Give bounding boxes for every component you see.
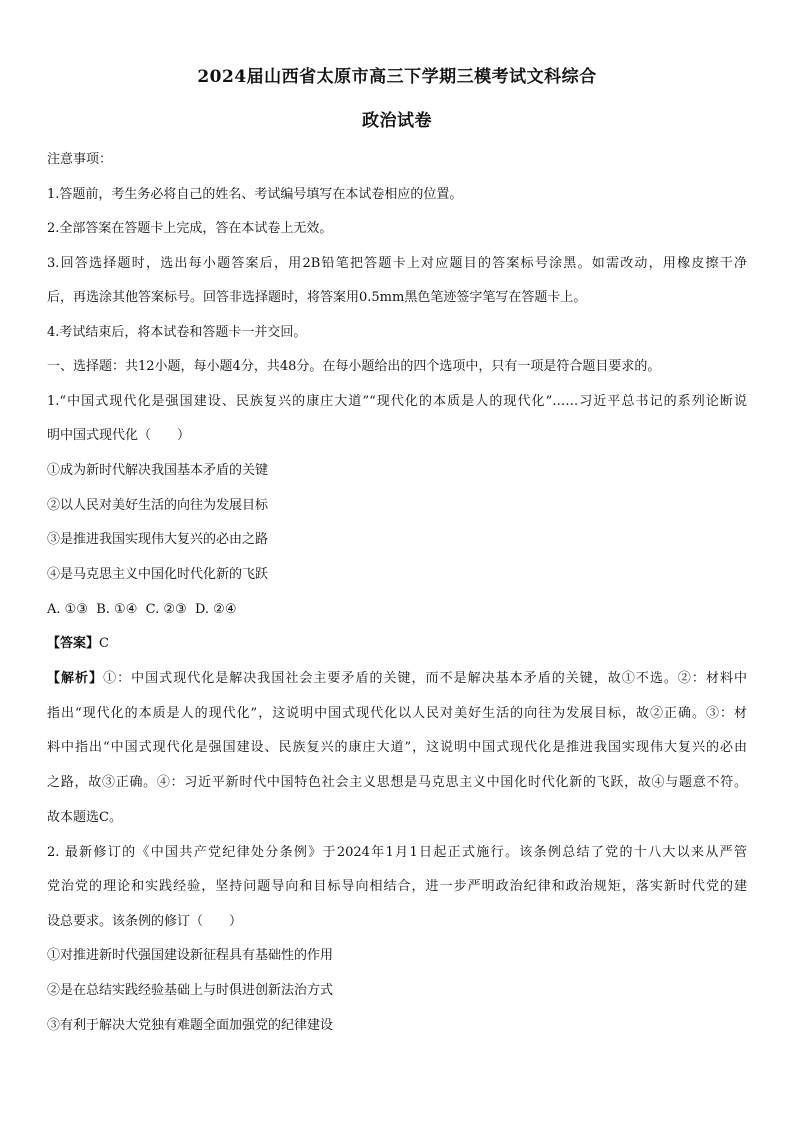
question-1-option: ②以人民对美好生活的向往为发展目标 — [47, 498, 269, 513]
question-2-stem: 2. 最新修订的《中国共产党纪律处分条例》于2024年1月1日起正式施行。该条例总结了党的十八大以来从严管 — [47, 845, 747, 860]
question-1-analysis-line: 料中指出“中国式现代化是强国建设、民族复兴的康庄大道”，这说明中国式现代化是推进我国实现伟大复兴的必由 — [47, 740, 747, 755]
question-2-stem-continuation: 设总要求。该条例的修订（ ） — [47, 914, 243, 929]
question-2-option: ③有利于解决大党独有难题全面加强党的纪律建设 — [47, 1018, 334, 1033]
question-1-option: ③是推进我国实现伟大复兴的必由之路 — [47, 532, 269, 547]
question-1-analysis-line: 故本题选C。 — [47, 810, 122, 825]
question-1-answer — [47, 634, 109, 654]
question-1-choices: A. ①③ B. ①④ C. ②③ D. ②④ — [47, 602, 237, 617]
question-2-option: ①对推进新时代强国建设新征程具有基础性的作用 — [47, 948, 334, 963]
notice-item-continuation: 后，再选涂其他答案标号。回答非选择题时，将答案用0.5mm黑色笔迹签字笔写在答题卡上。 — [47, 290, 587, 305]
question-1-stem: 1.“中国式现代化是强国建设、民族复兴的康庄大道”“现代化的本质是人的现代化”……习近平总书记的系列论断说 — [47, 394, 747, 409]
question-1-analysis-line: 指出“现代化的本质是人的现代化”，这说明中国式现代化以人民对美好生活的向往为发展目标，故②正确。③：材 — [47, 706, 747, 721]
document-subtitle: 政治试卷 — [362, 111, 432, 131]
answer-value: C — [99, 636, 109, 651]
question-2-option: ②是在总结实践经验基础上与时俱进创新法治方式 — [47, 983, 334, 998]
question-1-analysis — [47, 669, 747, 689]
notice-item: 2.全部答案在答题卡上完成，答在本试卷上无效。 — [47, 221, 333, 236]
question-2-stem-continuation: 党治党的理论和实践经验，坚持问题导向和目标导向相结合，进一步严明政治纪律和政治规矩，落实新时代党的建 — [47, 879, 747, 894]
notice-item: 3.回答选择题时，选出每小题答案后，用2B铅笔把答题卡上对应题目的答案标号涂黑。如需改动，用橡皮擦干净 — [47, 256, 747, 271]
question-1-stem-continuation: 明中国式现代化（ ） — [47, 428, 191, 443]
analysis-label: 【解析】 — [47, 671, 104, 686]
section-heading: 一、选择题：共12小题，每小题4分，共48分。在每小题给出的四个选项中，只有一项是符合题目要求的。 — [47, 359, 661, 374]
notice-item: 1.答题前，考生务必将自己的姓名、考试编号填写在本试卷相应的位置。 — [47, 187, 463, 202]
question-1-analysis-line: 之路，故③正确。④：习近平新时代中国特色社会主义思想是马克思主义中国化时代化新的飞跃，故④与题意不符。 — [47, 775, 747, 790]
analysis-text: ①：中国式现代化是解决我国社会主要矛盾的关键，而不是解决基本矛盾的关键，故①不选。②：材料中 — [103, 671, 747, 686]
document-title: 2024届山西省太原市高三下学期三模考试文科综合 — [197, 67, 597, 87]
answer-label: 【答案】 — [47, 636, 100, 651]
question-1-option: ④是马克思主义中国化时代化新的飞跃 — [47, 567, 269, 582]
notice-item: 4.考试结束后，将本试卷和答题卡一并交回。 — [47, 325, 307, 340]
question-1-option: ①成为新时代解决我国基本矛盾的关键 — [47, 463, 269, 478]
notice-heading: 注意事项： — [47, 152, 113, 167]
